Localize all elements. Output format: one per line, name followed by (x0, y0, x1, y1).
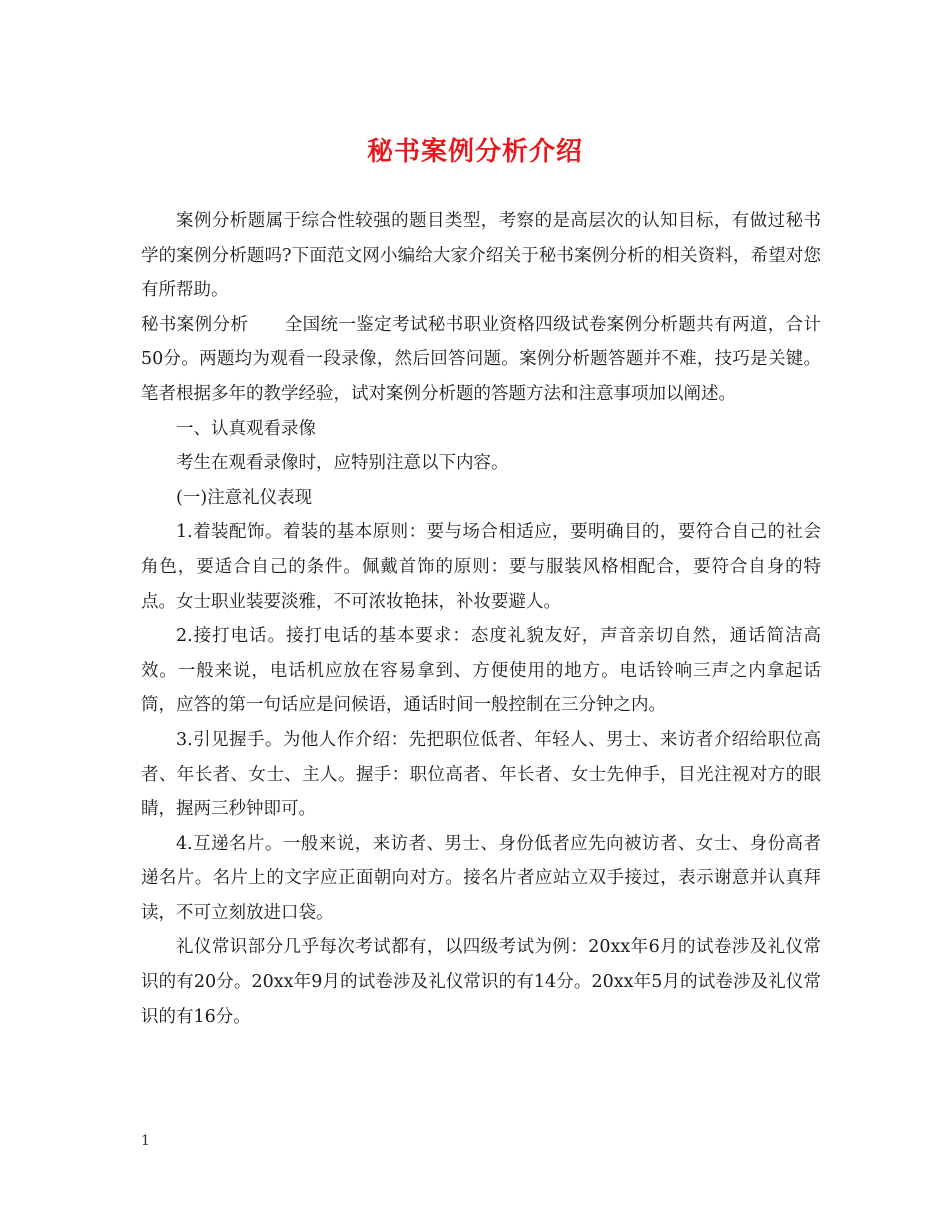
list-item-dress: 1.着装配饰。着装的基本原则：要与场合相适应，要明确目的，要符合自己的社会角色，要适合自己的条件。佩戴首饰的原则：要与服装风格相配合，要符合自身的特点。女士职业装要淡雅，不可浓妆艳抹，补妆要避人。 (141, 522, 821, 612)
intro-paragraph: 案例分析题属于综合性较强的题目类型，考察的是高层次的认知目标，有做过秘书学的案例分析题吗?下面范文网小编给大家介绍关于秘书案例分析的相关资料，希望对您有所帮助。 (141, 211, 821, 301)
case-analysis-paragraph (141, 308, 821, 412)
section-intro: 考生在观看录像时，应特别注意以下内容。 (176, 453, 509, 474)
document-body (141, 204, 821, 1034)
list-item-business-card: 4.互递名片。一般来说，来访者、男士、身份低者应先向被访者、女士、身份高者递名片。名片上的文字应正面朝向对方。接名片者应站立双手接过，表示谢意并认真拜读，不可立刻放进口袋。 (141, 833, 821, 923)
case-analysis-text: 全国统一鉴定考试秘书职业资格四级试卷案例分析题共有两道，合计50分。两题均为观看一段录像，然后回答问题。案例分析题答题并不难，技巧是关键。笔者根据多年的教学经验，试对案例分析题的答题方法和注意事项加以阐述。 (141, 314, 822, 404)
page-number: 1 (141, 1133, 150, 1149)
subsection-heading: (一)注意礼仪表现 (176, 487, 313, 508)
list-item-introduction: 3.引见握手。为他人作介绍：先把职位低者、年轻人、男士、来访者介绍给职位高者、年长者、女士、主人。握手：职位高者、年长者、女士先伸手，目光注视对方的眼睛，握两三秒钟即可。 (141, 729, 821, 820)
document-title: 秘书案例分析介绍 (366, 137, 583, 167)
case-analysis-label: 秘书案例分析 (141, 314, 249, 335)
list-item-phone: 2.接打电话。接打电话的基本要求：态度礼貌友好，声音亲切自然，通话简洁高效。一般来说，电话机应放在容易拿到、方便使用的地方。电话铃响三声之内拿起话筒，应答的第一句话应是问候语，通话时间一般控制在三分钟之内。 (141, 626, 821, 716)
closing-paragraph: 礼仪常识部分几乎每次考试都有，以四级考试为例：20xx年6月的试卷涉及礼仪常识的有20分。20xx年9月的试卷涉及礼仪常识的有14分。20xx年5月的试卷涉及礼仪常识的有16分。 (141, 937, 821, 1027)
section-heading: 一、认真观看录像 (176, 418, 316, 439)
